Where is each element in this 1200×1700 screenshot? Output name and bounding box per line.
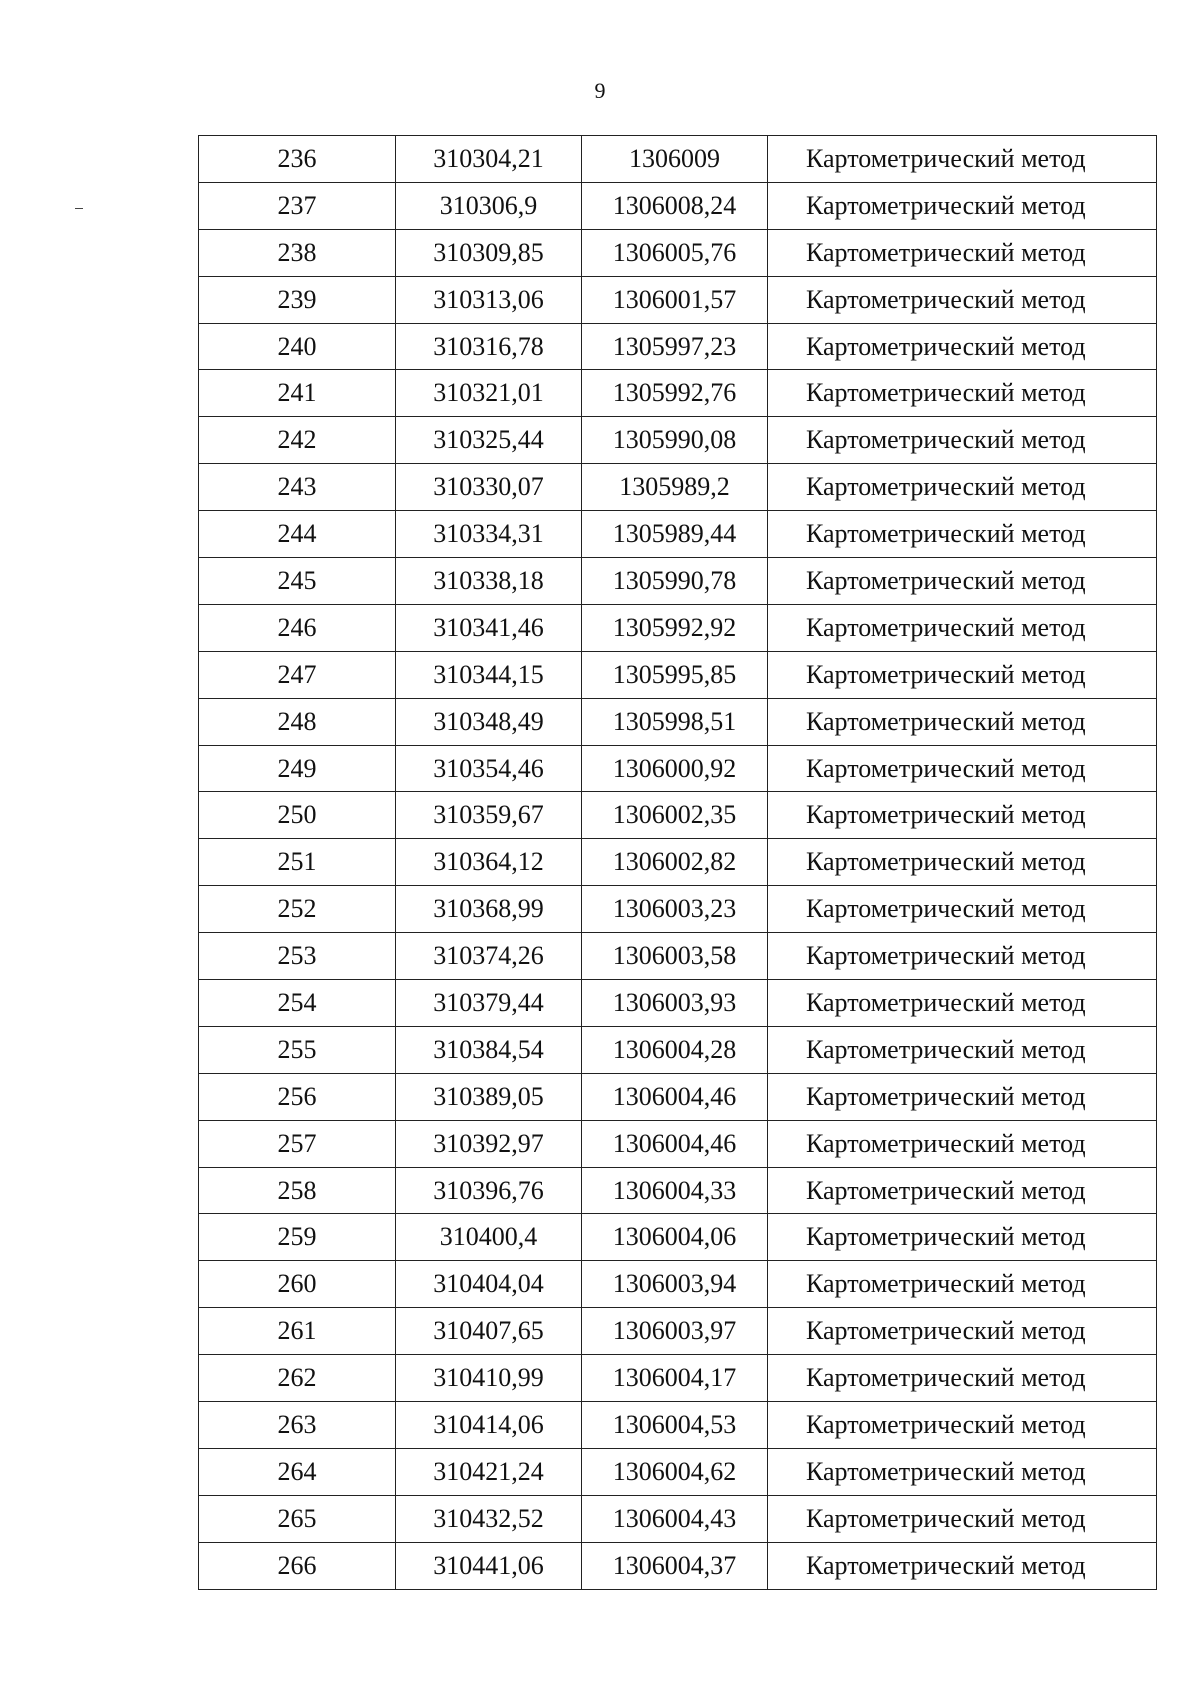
table-row [199,1308,1157,1355]
x-coordinate-cell: 310321,01 [396,370,582,417]
table-row [199,417,1157,464]
point-number-cell: 256 [199,1073,396,1120]
method-cell: Картометрический метод [768,1261,1157,1308]
point-number-cell: 262 [199,1355,396,1402]
y-coordinate-cell: 1305992,92 [582,604,768,651]
point-number-cell: 242 [199,417,396,464]
method-cell: Картометрический метод [768,792,1157,839]
point-number-cell: 244 [199,511,396,558]
y-coordinate-cell: 1306004,53 [582,1402,768,1449]
table-row [199,933,1157,980]
y-coordinate-cell: 1306004,37 [582,1542,768,1589]
x-coordinate-cell: 310404,04 [396,1261,582,1308]
x-coordinate-cell: 310389,05 [396,1073,582,1120]
method-cell: Картометрический метод [768,1308,1157,1355]
method-cell: Картометрический метод [768,370,1157,417]
method-cell: Картометрический метод [768,558,1157,605]
table-row [199,1214,1157,1261]
point-number-cell: 240 [199,323,396,370]
y-coordinate-cell: 1306003,93 [582,980,768,1027]
point-number-cell: 250 [199,792,396,839]
point-number-cell: 263 [199,1402,396,1449]
y-coordinate-cell: 1305998,51 [582,698,768,745]
x-coordinate-cell: 310384,54 [396,1026,582,1073]
y-coordinate-cell: 1306004,33 [582,1167,768,1214]
x-coordinate-cell: 310396,76 [396,1167,582,1214]
method-cell: Картометрический метод [768,1542,1157,1589]
table-row [199,1026,1157,1073]
point-number-cell: 258 [199,1167,396,1214]
method-cell: Картометрический метод [768,1355,1157,1402]
point-number-cell: 255 [199,1026,396,1073]
point-number-cell: 239 [199,276,396,323]
x-coordinate-cell: 310306,9 [396,182,582,229]
x-coordinate-cell: 310392,97 [396,1120,582,1167]
table-row [199,136,1157,183]
point-number-cell: 245 [199,558,396,605]
table-row [199,1120,1157,1167]
point-number-cell: 237 [199,182,396,229]
table-row [199,698,1157,745]
method-cell: Картометрический метод [768,980,1157,1027]
point-number-cell: 252 [199,886,396,933]
y-coordinate-cell: 1306001,57 [582,276,768,323]
table-row [199,651,1157,698]
method-cell: Картометрический метод [768,745,1157,792]
x-coordinate-cell: 310364,12 [396,839,582,886]
point-number-cell: 248 [199,698,396,745]
point-number-cell: 254 [199,980,396,1027]
margin-mark [75,208,83,209]
point-number-cell: 259 [199,1214,396,1261]
table-row [199,1261,1157,1308]
method-cell: Картометрический метод [768,136,1157,183]
point-number-cell: 264 [199,1448,396,1495]
method-cell: Картометрический метод [768,1026,1157,1073]
table-row [199,511,1157,558]
y-coordinate-cell: 1305990,08 [582,417,768,464]
point-number-cell: 261 [199,1308,396,1355]
x-coordinate-cell: 310414,06 [396,1402,582,1449]
point-number-cell: 260 [199,1261,396,1308]
x-coordinate-cell: 310441,06 [396,1542,582,1589]
point-number-cell: 236 [199,136,396,183]
x-coordinate-cell: 310304,21 [396,136,582,183]
x-coordinate-cell: 310341,46 [396,604,582,651]
table-row [199,323,1157,370]
y-coordinate-cell: 1306004,28 [582,1026,768,1073]
table-row [199,980,1157,1027]
x-coordinate-cell: 310421,24 [396,1448,582,1495]
y-coordinate-cell: 1306004,62 [582,1448,768,1495]
method-cell: Картометрический метод [768,464,1157,511]
y-coordinate-cell: 1306004,06 [582,1214,768,1261]
x-coordinate-cell: 310309,85 [396,229,582,276]
method-cell: Картометрический метод [768,323,1157,370]
method-cell: Картометрический метод [768,933,1157,980]
point-number-cell: 238 [199,229,396,276]
x-coordinate-cell: 310313,06 [396,276,582,323]
y-coordinate-cell: 1306004,46 [582,1073,768,1120]
table-row [199,182,1157,229]
x-coordinate-cell: 310400,4 [396,1214,582,1261]
y-coordinate-cell: 1306005,76 [582,229,768,276]
table-row [199,745,1157,792]
point-number-cell: 251 [199,839,396,886]
y-coordinate-cell: 1306008,24 [582,182,768,229]
x-coordinate-cell: 310379,44 [396,980,582,1027]
y-coordinate-cell: 1305990,78 [582,558,768,605]
y-coordinate-cell: 1306002,35 [582,792,768,839]
x-coordinate-cell: 310348,49 [396,698,582,745]
point-number-cell: 247 [199,651,396,698]
method-cell: Картометрический метод [768,1495,1157,1542]
table-row [199,1402,1157,1449]
table-row [199,1167,1157,1214]
method-cell: Картометрический метод [768,839,1157,886]
y-coordinate-cell: 1306003,97 [582,1308,768,1355]
x-coordinate-cell: 310407,65 [396,1308,582,1355]
x-coordinate-cell: 310374,26 [396,933,582,980]
x-coordinate-cell: 310316,78 [396,323,582,370]
y-coordinate-cell: 1306003,58 [582,933,768,980]
y-coordinate-cell: 1306003,23 [582,886,768,933]
point-number-cell: 246 [199,604,396,651]
x-coordinate-cell: 310432,52 [396,1495,582,1542]
x-coordinate-cell: 310410,99 [396,1355,582,1402]
point-number-cell: 249 [199,745,396,792]
coordinates-table [198,135,1157,1590]
table-row [199,464,1157,511]
point-number-cell: 266 [199,1542,396,1589]
y-coordinate-cell: 1305989,2 [582,464,768,511]
table-row [199,558,1157,605]
table-row [199,1495,1157,1542]
point-number-cell: 265 [199,1495,396,1542]
y-coordinate-cell: 1306004,17 [582,1355,768,1402]
table-row [199,604,1157,651]
point-number-cell: 243 [199,464,396,511]
point-number-cell: 241 [199,370,396,417]
table-row [199,1448,1157,1495]
x-coordinate-cell: 310338,18 [396,558,582,605]
y-coordinate-cell: 1306009 [582,136,768,183]
table-row [199,229,1157,276]
page-number: 9 [594,78,606,103]
coordinates-table-body [199,136,1157,1590]
x-coordinate-cell: 310325,44 [396,417,582,464]
x-coordinate-cell: 310368,99 [396,886,582,933]
x-coordinate-cell: 310330,07 [396,464,582,511]
y-coordinate-cell: 1306004,43 [582,1495,768,1542]
table-row [199,886,1157,933]
point-number-cell: 253 [199,933,396,980]
method-cell: Картометрический метод [768,1214,1157,1261]
table-row [199,370,1157,417]
y-coordinate-cell: 1305997,23 [582,323,768,370]
y-coordinate-cell: 1306000,92 [582,745,768,792]
y-coordinate-cell: 1306004,46 [582,1120,768,1167]
method-cell: Картометрический метод [768,651,1157,698]
method-cell: Картометрический метод [768,511,1157,558]
method-cell: Картометрический метод [768,182,1157,229]
y-coordinate-cell: 1306002,82 [582,839,768,886]
method-cell: Картометрический метод [768,1120,1157,1167]
x-coordinate-cell: 310344,15 [396,651,582,698]
method-cell: Картометрический метод [768,604,1157,651]
x-coordinate-cell: 310334,31 [396,511,582,558]
table-row [199,839,1157,886]
method-cell: Картометрический метод [768,886,1157,933]
table-row [199,1073,1157,1120]
method-cell: Картометрический метод [768,1448,1157,1495]
table-row [199,276,1157,323]
method-cell: Картометрический метод [768,417,1157,464]
method-cell: Картометрический метод [768,698,1157,745]
table-row [199,792,1157,839]
method-cell: Картометрический метод [768,229,1157,276]
table-row [199,1355,1157,1402]
y-coordinate-cell: 1305992,76 [582,370,768,417]
y-coordinate-cell: 1305995,85 [582,651,768,698]
y-coordinate-cell: 1306003,94 [582,1261,768,1308]
point-number-cell: 257 [199,1120,396,1167]
method-cell: Картометрический метод [768,1167,1157,1214]
method-cell: Картометрический метод [768,1073,1157,1120]
method-cell: Картометрический метод [768,1402,1157,1449]
method-cell: Картометрический метод [768,276,1157,323]
y-coordinate-cell: 1305989,44 [582,511,768,558]
x-coordinate-cell: 310359,67 [396,792,582,839]
table-row [199,1542,1157,1589]
x-coordinate-cell: 310354,46 [396,745,582,792]
